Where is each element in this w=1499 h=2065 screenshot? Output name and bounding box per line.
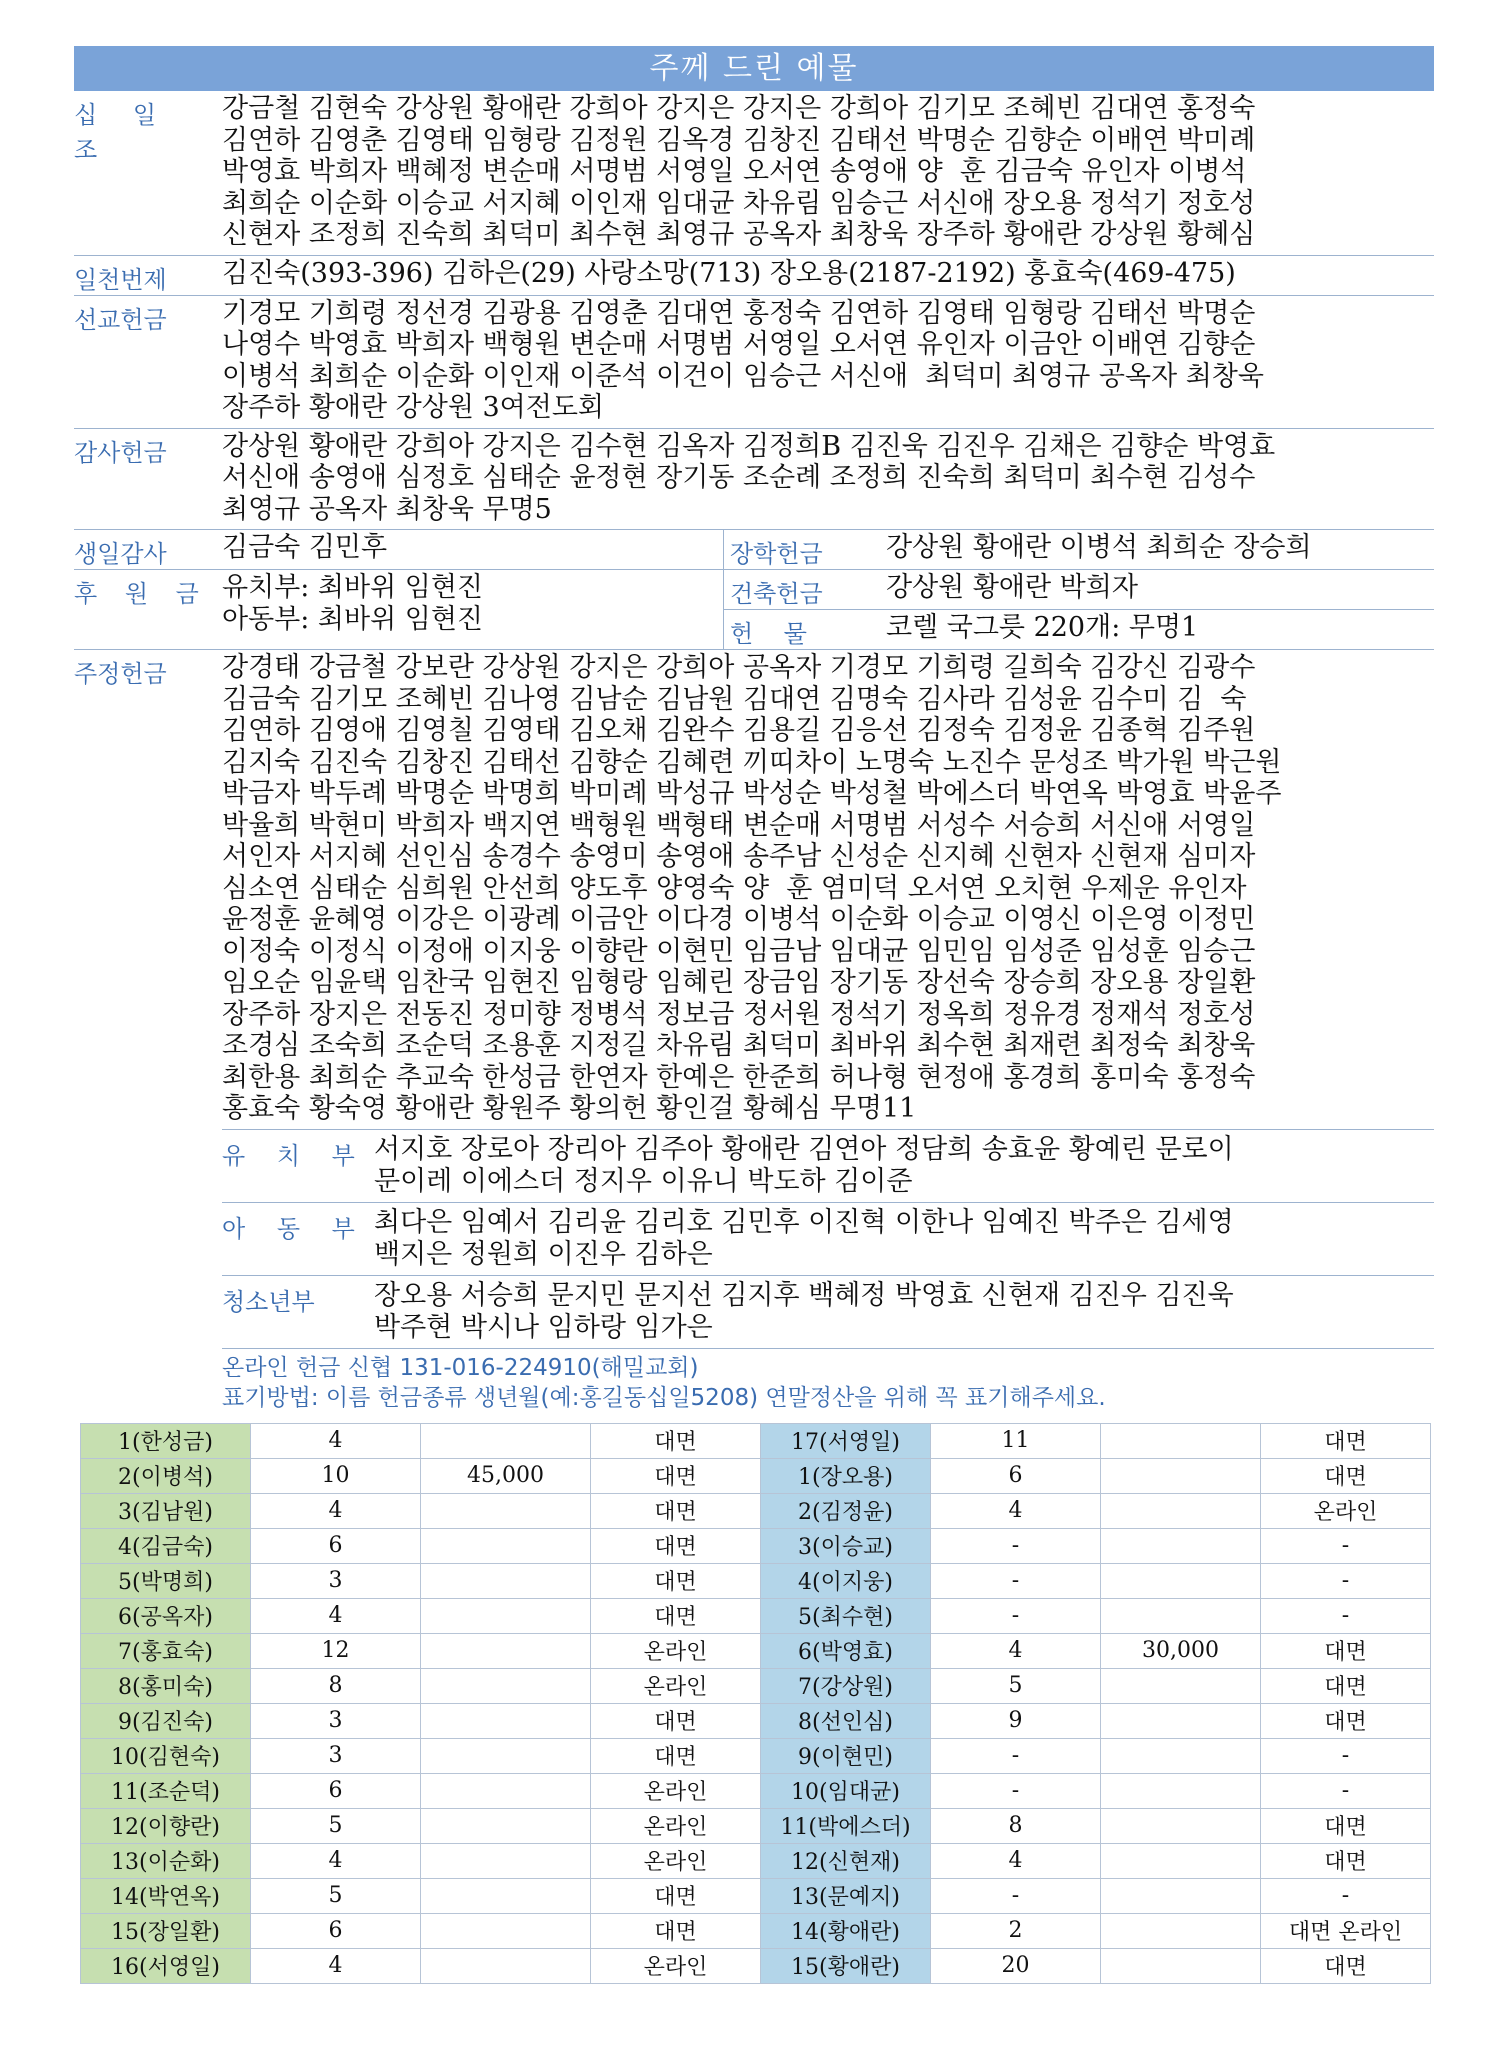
group-cell: 4(이지웅)	[761, 1563, 931, 1598]
mode-cell: 대면	[591, 1878, 761, 1913]
table-row	[81, 1423, 1431, 1458]
table-row	[81, 1528, 1431, 1563]
youth-section	[222, 1275, 1434, 1348]
group-cell: 11(조순덕)	[81, 1773, 251, 1808]
table-row	[81, 1458, 1431, 1493]
table-row	[81, 1633, 1431, 1668]
mode-cell: 대면	[591, 1598, 761, 1633]
group-cell: 3(이승교)	[761, 1528, 931, 1563]
mode-cell: 대면	[1261, 1458, 1431, 1493]
amount-cell	[1101, 1423, 1261, 1458]
thanks-section	[74, 429, 1434, 531]
mode-cell: 대면	[591, 1703, 761, 1738]
mode-cell: 대면	[591, 1423, 761, 1458]
attendance-table	[80, 1423, 1431, 1984]
tithe-section	[74, 91, 1434, 256]
count-cell: 10	[251, 1458, 421, 1493]
mode-cell: 대면	[1261, 1808, 1431, 1843]
children-label: 아 동 부	[222, 1214, 367, 1243]
table-row	[81, 1843, 1431, 1878]
count-cell: 3	[251, 1738, 421, 1773]
count-cell: 5	[251, 1808, 421, 1843]
group-cell: 15(황애란)	[761, 1948, 931, 1983]
count-cell: 5	[931, 1668, 1101, 1703]
birthday-label: 생일감사	[74, 540, 167, 568]
birthday-scholarship-row	[74, 530, 1434, 570]
group-cell: 14(박연옥)	[81, 1878, 251, 1913]
table-row	[81, 1878, 1431, 1913]
count-cell: 4	[251, 1843, 421, 1878]
count-cell: 4	[251, 1493, 421, 1528]
mode-cell: 대면	[1261, 1948, 1431, 1983]
count-cell: 4	[251, 1948, 421, 1983]
support-children: 아동부: 최바위 임현진	[222, 604, 483, 635]
scholarship-names: 강상원 황애란 이병석 최희순 장승희	[886, 532, 1312, 563]
group-cell: 14(황애란)	[761, 1913, 931, 1948]
table-row	[81, 1913, 1431, 1948]
amount-cell	[1101, 1563, 1261, 1598]
amount-cell	[421, 1808, 591, 1843]
amount-cell	[421, 1738, 591, 1773]
count-cell: -	[931, 1878, 1101, 1913]
kinder-section	[222, 1129, 1434, 1202]
amount-cell	[1101, 1843, 1261, 1878]
mode-cell: 온라인	[591, 1808, 761, 1843]
amount-cell	[1101, 1598, 1261, 1633]
mode-cell: 대면	[591, 1493, 761, 1528]
page-title: 주께 드린 예물	[74, 46, 1434, 91]
mission-label: 선교헌금	[74, 305, 167, 334]
table-row	[81, 1738, 1431, 1773]
amount-cell	[421, 1948, 591, 1983]
support-label: 후 원 금	[74, 580, 209, 608]
kinder-label: 유 치 부	[222, 1141, 367, 1170]
mode-cell: 대면	[1261, 1703, 1431, 1738]
table-row	[81, 1773, 1431, 1808]
count-cell: -	[931, 1738, 1101, 1773]
support-building-row	[74, 570, 1434, 650]
group-cell: 1(장오용)	[761, 1458, 931, 1493]
group-cell: 3(김남원)	[81, 1493, 251, 1528]
mode-cell: 온라인	[1261, 1493, 1431, 1528]
amount-cell	[421, 1563, 591, 1598]
amount-cell	[421, 1423, 591, 1458]
group-cell: 7(강상원)	[761, 1668, 931, 1703]
birthday-names: 김금숙 김민후	[222, 532, 388, 563]
mode-cell: 온라인	[591, 1668, 761, 1703]
table-row	[81, 1808, 1431, 1843]
group-cell: 12(이향란)	[81, 1808, 251, 1843]
mode-cell: -	[1261, 1598, 1431, 1633]
group-cell: 17(서영일)	[761, 1423, 931, 1458]
mode-cell: 대면	[591, 1738, 761, 1773]
amount-cell	[1101, 1878, 1261, 1913]
mode-cell: -	[1261, 1563, 1431, 1598]
count-cell: 6	[251, 1773, 421, 1808]
offering-page	[74, 46, 1434, 1984]
online-account: 온라인 헌금 신협 131-016-224910(해밀교회)	[222, 1354, 699, 1381]
support-kinder: 유치부: 최바위 임현진	[222, 572, 483, 603]
count-cell: 4	[251, 1598, 421, 1633]
group-cell: 2(이병석)	[81, 1458, 251, 1493]
amount-cell	[421, 1773, 591, 1808]
amount-cell	[421, 1493, 591, 1528]
scholarship-label: 장학헌금	[730, 540, 823, 568]
amount-cell	[1101, 1458, 1261, 1493]
group-cell: 13(문예지)	[761, 1878, 931, 1913]
mode-cell: 대면	[591, 1563, 761, 1598]
mode-cell: 대면	[591, 1528, 761, 1563]
goods-text: 코렐 국그릇 220개: 무명1	[886, 612, 1199, 643]
mode-cell: -	[1261, 1773, 1431, 1808]
jujeong-section	[74, 650, 1434, 1129]
building-names: 강상원 황애란 박희자	[886, 572, 1138, 603]
table-row	[81, 1563, 1431, 1598]
group-cell: 1(한성금)	[81, 1423, 251, 1458]
mode-cell: 대면	[1261, 1633, 1431, 1668]
tithe-label: 십 일 조	[74, 101, 170, 164]
jujeong-label: 주정헌금	[74, 660, 167, 688]
thanks-names: 강상원 황애란 강희아 강지은 김수현 김옥자 김정희B 김진욱 김진우 김채은 김향순 박영효 서신애 송영애 심정호 심태순 윤정현 장기동 조순례 조정희 진숙희 최덕미 최수현 김성수 최영규 공옥자 최창욱 무명5	[222, 430, 1276, 525]
mission-names: 기경모 기희령 정선경 김광용 김영춘 김대연 홍정숙 김연하 김영태 임형랑 김태선 박명순 나영수 박영효 박희자 백형원 변순매 서명범 서영일 오서연 유인자 이금안 이배연 김향순 이병석 최희순 이순화 이인재 이준석 이건이 임승근 서신애 최덕미 최영규 공옥자 최창욱 장주하 황애란 강상원 3여전도회	[222, 297, 1264, 423]
count-cell: 3	[251, 1563, 421, 1598]
kinder-names: 서지호 장로아 장리아 김주아 황애란 김연아 정담희 송효윤 황예린 문로이 문이레 이에스더 정지우 이유니 박도하 김이준	[374, 1133, 1234, 1197]
mode-cell: 온라인	[591, 1948, 761, 1983]
count-cell: 6	[251, 1528, 421, 1563]
group-cell: 16(서영일)	[81, 1948, 251, 1983]
amount-cell	[1101, 1668, 1261, 1703]
youth-label: 청소년부	[222, 1287, 315, 1316]
mode-cell: 온라인	[591, 1773, 761, 1808]
count-cell: -	[931, 1773, 1101, 1808]
count-cell: 8	[931, 1808, 1101, 1843]
amount-cell	[1101, 1528, 1261, 1563]
mode-cell: 온라인	[591, 1843, 761, 1878]
count-cell: 20	[931, 1948, 1101, 1983]
count-cell: 4	[931, 1843, 1101, 1878]
group-cell: 2(김정윤)	[761, 1493, 931, 1528]
amount-cell	[421, 1528, 591, 1563]
mode-cell: -	[1261, 1878, 1431, 1913]
online-instruction: 표기방법: 이름 헌금종류 생년월(예:홍길동십일5208) 연말정산을 위해 꼭 표기해주세요.	[222, 1384, 1106, 1411]
count-cell: 2	[931, 1913, 1101, 1948]
online-offering-info	[222, 1348, 1434, 1419]
amount-cell	[421, 1668, 591, 1703]
mode-cell: 대면	[1261, 1668, 1431, 1703]
count-cell: 8	[251, 1668, 421, 1703]
tithe-names: 강금철 김현숙 강상원 황애란 강희아 강지은 강지은 강희아 김기모 조혜빈 김대연 홍정숙 김연하 김영춘 김영태 임형랑 김정원 김옥경 김창진 김태선 박명순 김향순 이배연 박미례 박영효 박희자 백혜정 변순매 서명범 서영일 오서연 송영애 양 훈 김금숙 유인자 이병석 최희순 이순화 이승교 서지혜 이인재 임대균 차유림 임승근 서신애 장오용 정석기 정호성 신현자 조정희 진숙희 최덕미 최수현 최영규 공옥자 최창욱 장주하 황애란 강상원 황혜심	[222, 93, 1256, 250]
count-cell: -	[931, 1598, 1101, 1633]
youth-names: 장오용 서승희 문지민 문지선 김지후 백혜정 박영효 신현재 김진우 김진욱 박주현 박시나 임하랑 임가은	[374, 1279, 1234, 1343]
count-cell: 4	[931, 1633, 1101, 1668]
count-cell: 4	[931, 1493, 1101, 1528]
count-cell: 5	[251, 1878, 421, 1913]
group-cell: 11(박에스더)	[761, 1808, 931, 1843]
goods-label: 헌 물	[730, 620, 807, 648]
count-cell: 6	[931, 1458, 1101, 1493]
amount-cell	[1101, 1703, 1261, 1738]
count-cell: 3	[251, 1703, 421, 1738]
mode-cell: 대면	[591, 1913, 761, 1948]
thousand-offering-label: 일천번제	[74, 265, 167, 294]
mode-cell: -	[1261, 1528, 1431, 1563]
table-row	[81, 1668, 1431, 1703]
mode-cell: 대면	[1261, 1423, 1431, 1458]
amount-cell	[1101, 1773, 1261, 1808]
amount-cell	[421, 1878, 591, 1913]
group-cell: 15(장일환)	[81, 1913, 251, 1948]
mission-section	[74, 296, 1434, 429]
group-cell: 7(홍효숙)	[81, 1633, 251, 1668]
group-cell: 13(이순화)	[81, 1843, 251, 1878]
mode-cell: 대면	[1261, 1843, 1431, 1878]
amount-cell: 30,000	[1101, 1633, 1261, 1668]
children-section	[222, 1202, 1434, 1275]
group-cell: 10(김현숙)	[81, 1738, 251, 1773]
thousand-offering-section	[74, 256, 1434, 296]
amount-cell	[1101, 1913, 1261, 1948]
count-cell: -	[931, 1528, 1101, 1563]
amount-cell	[421, 1703, 591, 1738]
count-cell: 4	[251, 1423, 421, 1458]
amount-cell: 45,000	[421, 1458, 591, 1493]
thanks-label: 감사헌금	[74, 438, 167, 467]
group-cell: 9(이현민)	[761, 1738, 931, 1773]
group-cell: 4(김금숙)	[81, 1528, 251, 1563]
count-cell: 11	[931, 1423, 1101, 1458]
group-cell: 8(선인심)	[761, 1703, 931, 1738]
count-cell: 9	[931, 1703, 1101, 1738]
count-cell: -	[931, 1563, 1101, 1598]
amount-cell	[421, 1913, 591, 1948]
mode-cell: 대면 온라인	[1261, 1913, 1431, 1948]
thousand-offering-names: 김진숙(393-396) 김하은(29) 사랑소망(713) 장오용(2187-2192) 홍효숙(469-475)	[222, 257, 1236, 289]
building-label: 건축헌금	[730, 580, 823, 608]
count-cell: 6	[251, 1913, 421, 1948]
group-cell: 6(박영효)	[761, 1633, 931, 1668]
group-cell: 8(홍미숙)	[81, 1668, 251, 1703]
amount-cell	[1101, 1948, 1261, 1983]
mode-cell: -	[1261, 1738, 1431, 1773]
group-cell: 10(임대균)	[761, 1773, 931, 1808]
amount-cell	[421, 1633, 591, 1668]
jujeong-names: 강경태 강금철 강보란 강상원 강지은 강희아 공옥자 기경모 기희령 길희숙 김강신 김광수 김금숙 김기모 조혜빈 김나영 김남순 김남원 김대연 김명숙 김사라 김성윤 김수미 김 숙 김연하 김영애 김영칠 김영태 김오채 김완수 김용길 김응선 김정숙 김정윤 김종혁 김주원 김지숙 김진숙 김창진 김태선 김향순 김혜련 끼띠차이 노명숙 노진수 문성조 박가원 박근원 박금자 박두례 박명순 박명희 박미례 박성규 박성순 박성철 박에스더 박연옥 박영효 박윤주 박율희 박현미 박희자 백지연 백형원 백형태 변순매 서명범 서성수 서승희 서신애 서영일 서인자 서지혜 선인심 송경수 송영미 송영애 송주남 신성순 신지혜 신현자 신현재 심미자 심소연 심태순 심희원 안선희 양도후 양영숙 양 훈 염미덕 오서연 오치현 우제운 유인자 윤정훈 윤혜영 이강은 이광례 이금안 이다경 이병석 이순화 이승교 이영신 이은영 이정민 이정숙 이정식 이정애 이지웅 이향란 이현민 임금남 임대균 임민임 임성준 임성훈 임승근 임오순 임윤택 임찬국 임현진 임형랑 임혜린 장금임 장기동 장선숙 장승희 장오용 장일환 장주하 장지은 전동진 정미향 정병석 정보금 정서원 정석기 정옥희 정유경 정재석 정호성 조경심 조숙희 조순덕 조용훈 지정길 차유림 최덕미 최바위 최수현 최재련 최정숙 최창욱 최한용 최희순 추교숙 한성금 한연자 한예은 한준희 허나형 현정애 홍경희 홍미숙 홍정숙 홍효숙 황숙영 황애란 황원주 황의헌 황인걸 황혜심 무명11	[222, 652, 1282, 1124]
amount-cell	[1101, 1493, 1261, 1528]
group-cell: 12(신현재)	[761, 1843, 931, 1878]
amount-cell	[1101, 1738, 1261, 1773]
table-row	[81, 1493, 1431, 1528]
table-row	[81, 1703, 1431, 1738]
children-names: 최다은 임예서 김리윤 김리호 김민후 이진혁 이한나 임예진 박주은 김세영 백지은 정원희 이진우 김하은	[374, 1206, 1234, 1270]
group-cell: 5(박명희)	[81, 1563, 251, 1598]
amount-cell	[421, 1843, 591, 1878]
amount-cell	[421, 1598, 591, 1633]
group-cell: 6(공옥자)	[81, 1598, 251, 1633]
group-cell: 9(김진숙)	[81, 1703, 251, 1738]
mode-cell: 온라인	[591, 1633, 761, 1668]
amount-cell	[1101, 1808, 1261, 1843]
group-cell: 5(최수현)	[761, 1598, 931, 1633]
count-cell: 12	[251, 1633, 421, 1668]
table-row	[81, 1598, 1431, 1633]
table-row	[81, 1948, 1431, 1983]
mode-cell: 대면	[591, 1458, 761, 1493]
